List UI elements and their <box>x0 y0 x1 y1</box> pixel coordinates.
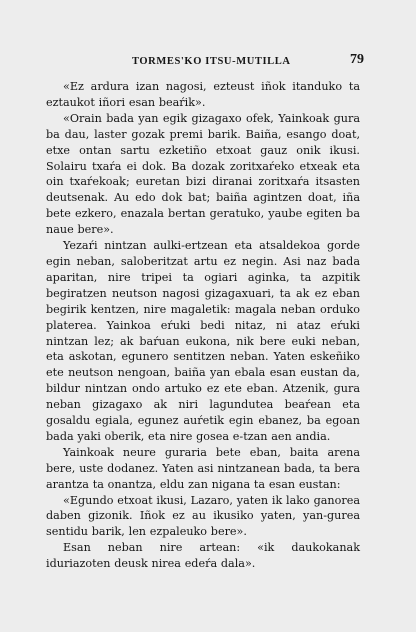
paragraph-4: Yainkoak neure guraria bete eban, baita arena bere, uste dodanez. Yaten asi nintzanean bada, ta bera arantza ta onantza, eldu zan nigana ta esan eustan: <box>46 445 360 491</box>
running-head-title: TORMES'KO ITSU-MUTILLA <box>132 56 291 67</box>
paragraph-3: Yezaŕi nintzan aulki-ertzean eta atsaldekoa gorde egin neban, saloberitzat artu ez negin. Asi naz bada aparitan, nire tripei ta ogiari aginka, ta azpitik begiratzen neutson nagosi gizagaxuari, ta ak ez eban begirik kentzen, nire magaletik: magala neban orduko platerea. Yainkoa eŕuki bedi nitaz, ni ataz eŕuki nintzan lez; ak baŕuan eukona, nik bere euki neban, eta askotan, egunero sentitzen neban. Yaten eskeñiko ete neutson nengoan, baiña yan ebala esan eustan da, bildur nintzan ondo artuko ez ete eban. Atzenik, gura neban gizagaxo ak niri lagundutea beaŕean eta gosaldu egiala, egunez auŕetik egin ebanez, ba egoan bada yaki oberik, eta nire gosea e-tzan aen andia. <box>46 239 360 443</box>
paragraph-1: «Ez ardura izan nagosi, ezteust iñok itanduko ta eztaukot iñori esan beaŕik». <box>46 80 360 109</box>
page-number: 79 <box>350 52 364 67</box>
paragraph-2: «Orain bada yan egik gizagaxo ofek, Yainkoak gura ba dau, laster gozak premi barik. Baiña, esango doat, etxe ontan sartu ezketiño etxoat gauz onik ikusi. Solairu txaŕa ei dok. Ba dozak zoritxaŕeko etxeak eta oin txaŕekoak; euretan bizi diranai zoritxaŕa itsasten deutsenak. Au edo dok bat; baiña agintzen doat, iña bete ezkero, enazala bertan geratuko, yaube egiten ba naue bere». <box>46 111 360 237</box>
running-head <box>40 52 364 70</box>
paragraph-5: «Egundo etxoat ikusi, Lazaro, yaten ik lako ganorea daben gizonik. Iñok ez au ikusiko yaten, yan-gurea sentidu barik, len ezpaleuko bere». <box>46 493 360 539</box>
paragraph-6: Esan neban nire artean: «ik daukokanak iduriazoten deusk nirea edeŕa dala». <box>46 541 360 571</box>
body-text <box>46 79 360 572</box>
